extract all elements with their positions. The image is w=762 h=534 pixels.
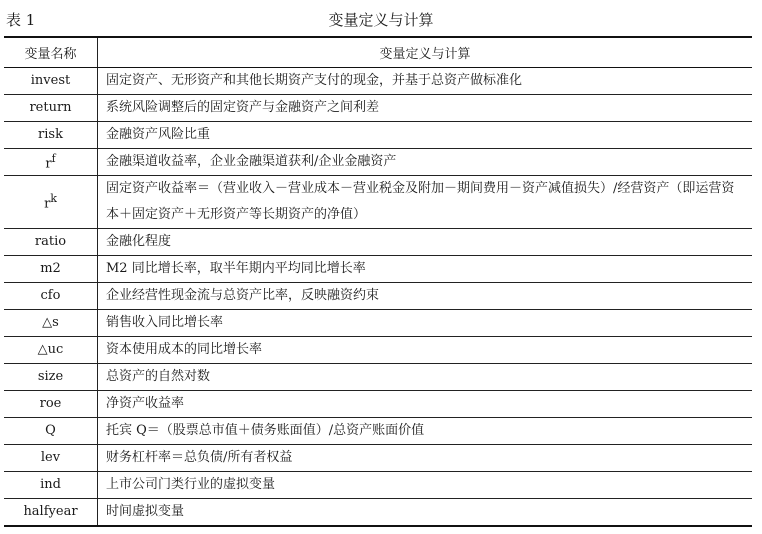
- variable-base: r: [44, 196, 51, 212]
- variable-name: halfyear: [4, 498, 98, 526]
- header-definition: 变量定义与计算: [98, 37, 753, 67]
- variable-superscript: k: [50, 191, 57, 205]
- variable-definition: 固定资产、无形资产和其他长期资产支付的现金，并基于总资产做标准化: [98, 67, 753, 94]
- table-row: [4, 498, 752, 526]
- table-row: [4, 255, 752, 282]
- table-row: [4, 417, 752, 444]
- table-row: [4, 121, 752, 148]
- variable-name: invest: [4, 67, 98, 94]
- variable-name: cfo: [4, 282, 98, 309]
- variable-name: [4, 175, 98, 228]
- table-row: [4, 148, 752, 175]
- variable-definition-table: [4, 36, 752, 527]
- variable-definition: 上市公司门类行业的虚拟变量: [98, 471, 753, 498]
- table-row: [4, 175, 752, 228]
- table-row: [4, 363, 752, 390]
- variable-definition: 时间虚拟变量: [98, 498, 753, 526]
- table-row: [4, 390, 752, 417]
- variable-name: ratio: [4, 228, 98, 255]
- table-row: [4, 309, 752, 336]
- variable-name: risk: [4, 121, 98, 148]
- table-row: [4, 228, 752, 255]
- variable-name: △s: [4, 309, 98, 336]
- variable-definition: 系统风险调整后的固定资产与金融资产之间利差: [98, 94, 753, 121]
- variable-name: m2: [4, 255, 98, 282]
- header-variable-name: 变量名称: [4, 37, 98, 67]
- variable-definition: 金融资产风险比重: [98, 121, 753, 148]
- variable-definition: 企业经营性现金流与总资产比率，反映融资约束: [98, 282, 753, 309]
- variable-name: roe: [4, 390, 98, 417]
- variable-definition: 净资产收益率: [98, 390, 753, 417]
- table-number: 表 1: [6, 11, 36, 29]
- variable-definition: 总资产的自然对数: [98, 363, 753, 390]
- table-row: [4, 336, 752, 363]
- variable-definition: 资本使用成本的同比增长率: [98, 336, 753, 363]
- table-row: [4, 94, 752, 121]
- table-title: 变量定义与计算: [328, 11, 434, 29]
- table-row: [4, 444, 752, 471]
- variable-definition: 金融渠道收益率，企业金融渠道获利/企业金融资产: [98, 148, 753, 175]
- table-row: [4, 471, 752, 498]
- variable-name: Q: [4, 417, 98, 444]
- variable-name: return: [4, 94, 98, 121]
- table-row: [4, 282, 752, 309]
- variable-name: △uc: [4, 336, 98, 363]
- variable-definition: 销售收入同比增长率: [98, 309, 753, 336]
- variable-definition: M2 同比增长率，取半年期内平均同比增长率: [98, 255, 753, 282]
- variable-name: size: [4, 363, 98, 390]
- variable-name: ind: [4, 471, 98, 498]
- variable-definition: 财务杠杆率＝总负债/所有者权益: [98, 444, 753, 471]
- variable-definition: 固定资产收益率＝（营业收入－营业成本－营业税金及附加－期间费用－资产减值损失）/经营资产（即运营资本＋固定资产＋无形资产等长期资产的净值）: [98, 175, 753, 228]
- table-row: [4, 67, 752, 94]
- table-header-row: [4, 37, 752, 67]
- variable-name: [4, 148, 98, 175]
- variable-name: lev: [4, 444, 98, 471]
- variable-superscript: f: [51, 151, 56, 165]
- variable-definition: 金融化程度: [98, 228, 753, 255]
- variable-definition: 托宾 Q＝（股票总市值＋债务账面值）/总资产账面价值: [98, 417, 753, 444]
- variable-base: r: [45, 156, 52, 172]
